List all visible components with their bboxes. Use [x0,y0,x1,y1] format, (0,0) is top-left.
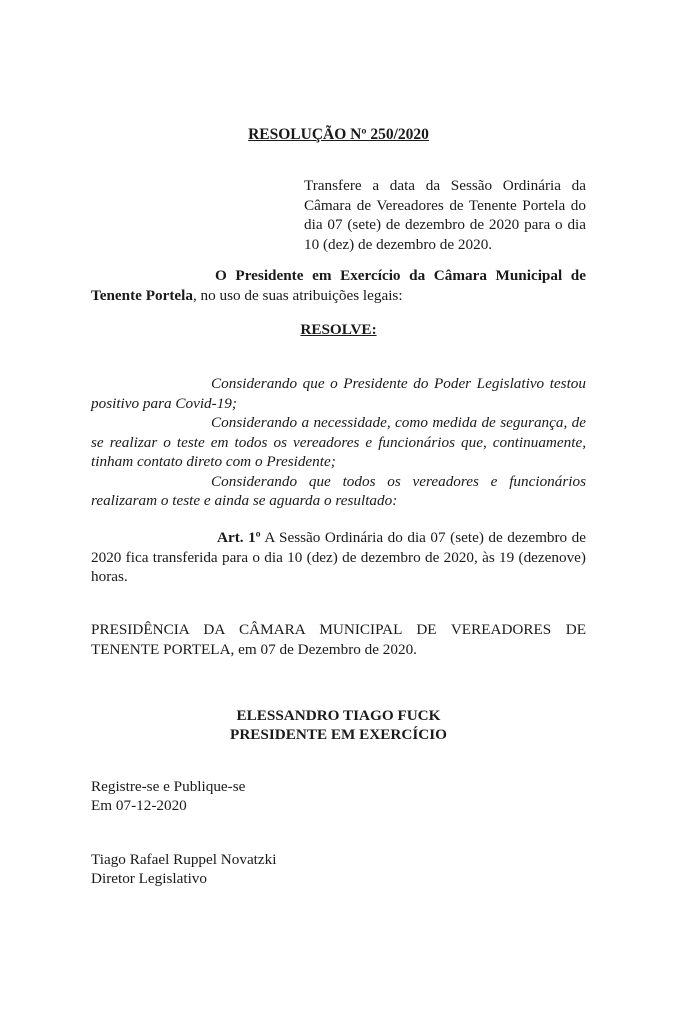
signatory-role: PRESIDENTE EM EXERCÍCIO [230,725,447,743]
registration-date: Em 07-12-2020 [91,797,187,814]
article-1 [91,528,586,587]
resolution-title: RESOLUÇÃO Nº 250/2020 [248,126,429,143]
signatory-name: ELESSANDRO TIAGO FUCK [236,707,441,724]
registration-note [91,777,245,815]
preamble-bold-2: Tenente Portela [91,286,193,304]
preamble-rest: , no uso de suas atribuições legais: [192,286,403,304]
signature-block [0,707,677,744]
ementa-summary: Transfere a data da Sessão Ordinária da Câmara de Vereadores de Tenente Portela do dia 07 (sete) de dezembro de 2020 para o dia 10 (dez) de dezembro de 2020. [304,177,586,253]
director-name: Tiago Rafael Ruppel Novatzki [91,851,277,868]
preamble [91,266,586,305]
director-role: Diretor Legislativo [91,870,207,887]
registration-line: Registre-se e Publique-se [91,778,246,795]
resolve-heading: RESOLVE: [300,321,377,338]
article-text: A Sessão Ordinária do dia 07 (sete) de dezembro de 2020 fica transferida para o dia 10 (dez) de dezembro de 2020, às 19 (dezenove) horas. [91,529,586,585]
article-label: Art. 1º [217,529,261,546]
considerations [91,374,586,511]
director-block [91,850,276,888]
presidency-closing: PRESIDÊNCIA DA CÂMARA MUNICIPAL DE VEREADORES DE TENENTE PORTELA, em 07 de Dezembro de 2020. [91,621,586,658]
preamble-bold-1: O Presidente em Exercício da Câmara Municipal de [215,267,586,284]
consideration-item: Considerando a necessidade, como medida de segurança, de se realizar o teste em todos os vereadores e funcionários que, continuamente, tinham contato direto com o Presidente; [91,414,586,470]
consideration-item: Considerando que o Presidente do Poder Legislativo testou positivo para Covid-19; [91,375,586,412]
consideration-item: Considerando que todos os vereadores e funcionários realizaram o teste e ainda se aguarda o resultado: [91,472,586,509]
